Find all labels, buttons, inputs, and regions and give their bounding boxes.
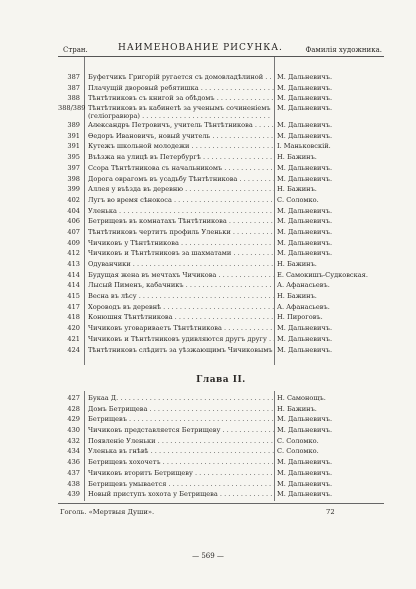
artist-name: Н. Самонощъ. bbox=[277, 394, 326, 402]
table-row bbox=[58, 425, 384, 436]
illustration-title: Новый приступъ хохота у Бетрищева . . . bbox=[88, 489, 274, 500]
page-number-cell: 424 bbox=[67, 345, 80, 354]
page-number-cell: 398 bbox=[67, 174, 80, 183]
page-number-cell: 428 bbox=[67, 404, 80, 413]
page-number-cell: 388 bbox=[67, 94, 80, 103]
table-row bbox=[58, 131, 384, 142]
page-number-cell: 388/389 bbox=[58, 104, 86, 113]
artist-name: Н. Бажинъ. bbox=[277, 292, 317, 301]
illustration-title: Въѣзжа на улицѣ въ Петербургѣ . . . bbox=[88, 152, 274, 163]
artist-name: Е. Самокишъ-Судковская. bbox=[277, 270, 368, 279]
table-row bbox=[58, 334, 384, 345]
artist-name: С. Соломко. bbox=[277, 436, 319, 445]
illustration-title: Чичиковъ вторитъ Бетрищеву . . . bbox=[88, 468, 274, 479]
artist-name: А. Афанасьевъ. bbox=[277, 281, 330, 290]
artist-name: М. Дальневичъ. bbox=[277, 163, 333, 172]
table-row bbox=[58, 393, 384, 404]
table-row bbox=[58, 291, 384, 302]
page-number-cell: 412 bbox=[67, 249, 80, 258]
illustration-title: Чичиковъ и Тѣнтѣтниковъ удивляются другъ другу . . . bbox=[88, 334, 274, 345]
illustration-title: Дорога оврагомъ въ усадьбу Тѣнтѣтникова . . . bbox=[88, 174, 274, 185]
artist-name: М. Дальневичъ. bbox=[277, 415, 333, 424]
artist-name: А. Афанасьевъ. bbox=[277, 302, 330, 311]
page-number-cell: 415 bbox=[67, 292, 80, 301]
page-number-cell: 420 bbox=[67, 324, 80, 333]
artist-name: М. Дальневичъ. bbox=[277, 94, 333, 103]
illustration-title: Появленіе Уленьки . . . bbox=[88, 436, 274, 447]
artist-name: М. Дальневичъ. bbox=[277, 73, 333, 81]
page-number-cell: 414 bbox=[67, 270, 80, 279]
page-number-cell: 397 bbox=[67, 163, 80, 172]
table-row bbox=[58, 206, 384, 217]
table-row bbox=[58, 163, 384, 174]
artist-name: М. Дальневичъ. bbox=[277, 206, 333, 215]
page-number-cell: 429 bbox=[67, 415, 80, 424]
artist-name: С. Соломко. bbox=[277, 447, 319, 456]
artist-name: М. Дальневичъ. bbox=[277, 479, 333, 488]
artist-name: М. Дальневичъ. bbox=[277, 217, 333, 226]
artist-name: М. Дальневичъ. bbox=[277, 345, 333, 354]
table-row bbox=[58, 312, 384, 323]
artist-name: М. Дальневичъ. bbox=[277, 121, 333, 130]
illustration-title: Бетрищевъ умывается . . . bbox=[88, 479, 274, 490]
table-row bbox=[58, 72, 384, 83]
illustration-title: Тѣнтѣтниковъ въ кабинетѣ за ученымъ сочиненіемъ (геліогравюра) . . . bbox=[88, 104, 274, 128]
illustration-title: Тѣнтѣтниковъ слѣдитъ за уѣзжающимъ Чичиковымъ . . . bbox=[88, 345, 274, 356]
page-number-cell: 418 bbox=[67, 313, 80, 322]
illustration-title: Одуванчики . . . bbox=[88, 259, 274, 270]
page-number-cell: 417 bbox=[67, 302, 80, 311]
table-row bbox=[58, 184, 384, 195]
signature-mark: 72 bbox=[326, 508, 335, 516]
page-number-cell: 427 bbox=[67, 394, 80, 402]
illustration-title: Плачущій дворовый ребятишка . . . bbox=[88, 83, 274, 94]
table-row bbox=[58, 141, 384, 152]
page-number-cell: 389 bbox=[67, 121, 80, 130]
page-number-cell: 395 bbox=[67, 153, 80, 162]
artist-name: М. Дальневичъ. bbox=[277, 174, 333, 183]
table-row bbox=[58, 323, 384, 334]
table-row bbox=[58, 174, 384, 185]
artist-name: М. Дальневичъ. bbox=[277, 490, 333, 499]
table-row bbox=[58, 479, 384, 490]
table-row bbox=[58, 248, 384, 259]
footer-rule bbox=[58, 503, 384, 504]
table-row bbox=[58, 238, 384, 249]
illustration-title: Весна въ лѣсу . . . bbox=[88, 291, 274, 302]
artist-name: Н. Бажинъ. bbox=[277, 404, 317, 413]
chapter-heading: Глава II. bbox=[196, 375, 246, 385]
page-number-cell: 391 bbox=[67, 131, 80, 140]
artist-name: Н. Бажинъ. bbox=[277, 260, 317, 268]
artist-name: М. Дальневичъ. bbox=[277, 238, 333, 247]
page-number-cell: 404 bbox=[67, 206, 80, 215]
artist-name: М. Дальневичъ. bbox=[277, 131, 333, 140]
table-row bbox=[58, 280, 384, 291]
illustration-title: Ѳедоръ Ивановичъ, новый учитель . . . bbox=[88, 131, 274, 142]
artist-name: М. Дальневичъ. bbox=[277, 468, 333, 477]
artist-name: М. Дальневичъ. bbox=[277, 324, 333, 333]
table-header bbox=[58, 40, 382, 56]
illustration-title: Лысый Пименъ, кабачникъ . . . bbox=[88, 280, 274, 291]
page-number-cell: 438 bbox=[67, 479, 80, 488]
table-row bbox=[58, 414, 384, 425]
artist-name: Н. Бажинъ. bbox=[277, 153, 317, 162]
page-number-cell: 414 bbox=[67, 281, 80, 290]
artist-name: І. Маньковскій. bbox=[277, 142, 331, 151]
illustration-title: Александръ Петровичъ, учитель Тѣнтѣтникова . . . bbox=[88, 120, 274, 131]
illustration-title: Тѣнтѣтниковъ чертитъ профиль Уленьки . . . bbox=[88, 227, 274, 238]
illustration-title: Конюшня Тѣнтѣтникова . . . bbox=[88, 312, 274, 323]
table-row bbox=[58, 436, 384, 447]
illustration-title: Чичиковъ уговариваетъ Тѣнтѣтникова . . . bbox=[88, 323, 274, 334]
illustration-title: Тѣнтѣтниковъ съ книгой за обѣдомъ . . . bbox=[88, 93, 274, 104]
illustration-title: Уленька въ гнѣвѣ . . . bbox=[88, 446, 274, 457]
page-number-cell: 387 bbox=[67, 83, 80, 92]
page-number-cell: 434 bbox=[67, 447, 80, 456]
table-row bbox=[58, 152, 384, 163]
running-footer: Гоголь. «Мертвыя Души». bbox=[60, 508, 155, 516]
artist-name: М. Дальневичъ. bbox=[277, 249, 333, 258]
table-row bbox=[58, 468, 384, 479]
page-number-cell: 391 bbox=[67, 142, 80, 151]
page-number-cell: 413 bbox=[67, 260, 80, 268]
table-row bbox=[58, 83, 384, 94]
illustration-list-chapter-2 bbox=[58, 393, 384, 500]
page-number-cell: 406 bbox=[67, 217, 80, 226]
illustration-title: Чичиковъ у Тѣнтѣтникова . . . bbox=[88, 238, 274, 249]
header-title-column: НАИМЕНОВАНИЕ РИСУНКА. bbox=[118, 43, 283, 53]
table-row bbox=[58, 104, 384, 120]
page-number-cell: 421 bbox=[67, 334, 80, 343]
illustration-title: Хороводъ въ деревнѣ . . . bbox=[88, 302, 274, 313]
artist-name: М. Дальневичъ. bbox=[277, 227, 333, 236]
illustration-title: Аллея у въѣзда въ деревню . . . bbox=[88, 184, 274, 195]
table-row bbox=[58, 345, 384, 356]
page-number-cell: 402 bbox=[67, 195, 80, 204]
illustration-title: Букаа Д. . . . bbox=[88, 393, 274, 404]
table-row bbox=[58, 227, 384, 238]
header-rule bbox=[58, 56, 384, 57]
artist-name: М. Дальневичъ. bbox=[277, 83, 333, 92]
illustration-title: Уленька . . . bbox=[88, 206, 274, 217]
illustration-title: Чичиковъ представляется Бетрищеву . . . bbox=[88, 425, 274, 436]
illustration-title: Кутежъ школьной молодежи . . . bbox=[88, 141, 274, 152]
table-row bbox=[58, 93, 384, 104]
artist-name: М. Дальневичъ. bbox=[277, 104, 333, 113]
table-row bbox=[58, 302, 384, 313]
illustration-title: Бетрищевъ хохочетъ . . . bbox=[88, 457, 274, 468]
artist-name: Н. Пироговъ. bbox=[277, 313, 323, 322]
illustration-list bbox=[58, 72, 384, 355]
page-number-cell: 432 bbox=[67, 436, 80, 445]
table-row bbox=[58, 457, 384, 468]
page-number-cell: 436 bbox=[67, 458, 80, 467]
header-page-column: Стран. bbox=[63, 46, 88, 54]
illustration-title: Чичиковъ и Тѣнтѣтниковъ за шахматами . . . bbox=[88, 248, 274, 259]
illustration-title: Бетрищевъ . . . bbox=[88, 414, 274, 425]
illustration-title: Буфетчикъ Григорій ругается съ домовладѣлиной . . . bbox=[88, 72, 274, 83]
page-number-cell: 439 bbox=[67, 490, 80, 499]
illustration-title: Домъ Бетрищева . . . bbox=[88, 404, 274, 415]
illustration-title: Лугъ во время сѣнокоса . . . bbox=[88, 195, 274, 206]
page-number-cell: 407 bbox=[67, 227, 80, 236]
page-number-cell: 430 bbox=[67, 426, 80, 435]
artist-name: Н. Бажинъ. bbox=[277, 185, 317, 194]
table-row bbox=[58, 216, 384, 227]
page-number: — 569 — bbox=[192, 552, 224, 560]
table-row bbox=[58, 489, 384, 500]
illustration-title: Ссора Тѣнтѣтникова съ начальникомъ . . . bbox=[88, 163, 274, 174]
table-row bbox=[58, 259, 384, 270]
page-number-cell: 387 bbox=[67, 73, 80, 81]
illustration-title: Бетрищевъ въ комнатахъ Тѣнтѣтникова . . . bbox=[88, 216, 274, 227]
table-row bbox=[58, 270, 384, 281]
illustration-title: Будущая жена въ мечтахъ Чичикова . . . bbox=[88, 270, 274, 281]
table-row bbox=[58, 120, 384, 131]
table-row bbox=[58, 404, 384, 415]
artist-name: С. Соломко. bbox=[277, 195, 319, 204]
page-number-cell: 409 bbox=[67, 238, 80, 247]
artist-name: М. Дальневичъ. bbox=[277, 426, 333, 435]
page-number-cell: 437 bbox=[67, 468, 80, 477]
artist-name: М. Дальневичъ. bbox=[277, 334, 333, 343]
artist-name: М. Дальневичъ. bbox=[277, 458, 333, 467]
table-row bbox=[58, 195, 384, 206]
page-number-cell: 399 bbox=[67, 185, 80, 194]
table-row bbox=[58, 446, 384, 457]
header-artist-column: Фамилія художника. bbox=[305, 46, 382, 54]
